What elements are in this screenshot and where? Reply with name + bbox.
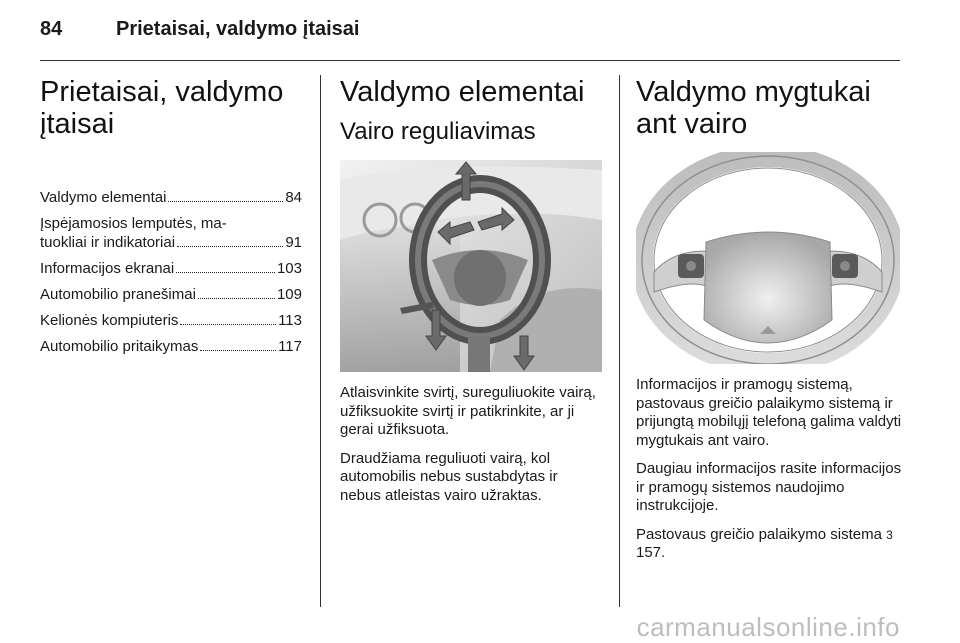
page-number: 84: [40, 18, 63, 40]
adjust-instructions: Atlaisvinkite svirtį, sureguliuokite vairą, užfiksuokite svirtį ir patikrinkite, ar ji gerai užfiksuota.: [340, 384, 596, 438]
column-controls: [340, 76, 602, 515]
toc-entry[interactable]: [40, 285, 302, 304]
toc-dot-leader: [168, 201, 283, 202]
chapter-title: Prietaisai, valdymo įtaisai: [40, 76, 284, 140]
cruise-control-reference: [636, 526, 904, 563]
column-divider-2: [619, 75, 620, 607]
section-title-wheel-buttons: Valdymo mygtukai ant vairo: [636, 76, 871, 140]
steering-wheel-drawing: [636, 152, 900, 364]
subsection-title: Vairo reguliavimas: [340, 118, 536, 145]
table-of-contents: [40, 188, 302, 356]
cruise-control-page-ref[interactable]: 157.: [636, 544, 666, 561]
toc-entry[interactable]: [40, 214, 302, 252]
column-wheel-buttons: [636, 76, 904, 573]
toc-page-number: 109: [276, 286, 302, 303]
toc-page-number: 84: [285, 189, 302, 206]
toc-entry-label: Informacijos ekranai: [40, 260, 175, 277]
toc-dot-leader: [177, 246, 283, 247]
toc-page-number: 91: [285, 234, 302, 251]
column-divider-1: [320, 75, 321, 607]
adjust-warning: Draudžiama reguliuoti vairą, kol automobilis nebus sustabdytas ir nebus atleistas vairo užraktas.: [340, 449, 558, 504]
steering-adjustment-illustration: [340, 160, 602, 372]
page-header: [40, 18, 920, 58]
toc-entry-label: Kelionės kompiuteris: [40, 312, 179, 329]
toc-dot-leader: [176, 272, 275, 273]
steering-adjustment-drawing: [340, 160, 602, 372]
toc-dot-leader: [200, 350, 276, 351]
running-title: Prietaisai, valdymo įtaisai: [116, 18, 360, 40]
toc-entry-label: Įspėjamosios lemputės, ma-: [40, 215, 227, 232]
toc-dot-leader: [198, 298, 275, 299]
toc-entry[interactable]: [40, 259, 302, 278]
toc-page-number: 113: [278, 312, 302, 329]
toc-entry[interactable]: [40, 311, 302, 330]
toc-entry-label: Automobilio pranešimai: [40, 286, 196, 303]
watermark: carmanualsonline.info: [636, 612, 900, 642]
toc-dot-leader: [180, 324, 276, 325]
toc-page-number: 117: [278, 338, 302, 355]
more-info-note: Daugiau informacijos rasite informacijos ir pramogų sistemos naudojimo instrukcijoje.: [636, 460, 902, 514]
cruise-control-text: Pastovaus greičio palaikymo sistema: [636, 525, 882, 543]
wheel-buttons-description: Informacijos ir pramogų sistemą, pastovaus greičio palaikymo sistemą ir prijungtą mobilųjį telefoną galima valdyti mygtukais ant vairo.: [636, 376, 902, 449]
column-toc: [40, 76, 302, 363]
toc-entry-label: tuokliai ir indikatoriai: [40, 234, 176, 251]
section-title: Valdymo elementai: [340, 76, 585, 108]
toc-page-number: 103: [276, 260, 302, 277]
toc-entry[interactable]: [40, 188, 302, 207]
toc-entry-label: Valdymo elementai: [40, 189, 167, 206]
toc-entry-label: Automobilio pritaikymas: [40, 338, 199, 355]
steering-wheel-buttons-illustration: [636, 152, 900, 364]
page-reference-arrow-icon: 3: [886, 527, 893, 542]
header-rule: [40, 60, 900, 61]
toc-entry[interactable]: [40, 337, 302, 356]
